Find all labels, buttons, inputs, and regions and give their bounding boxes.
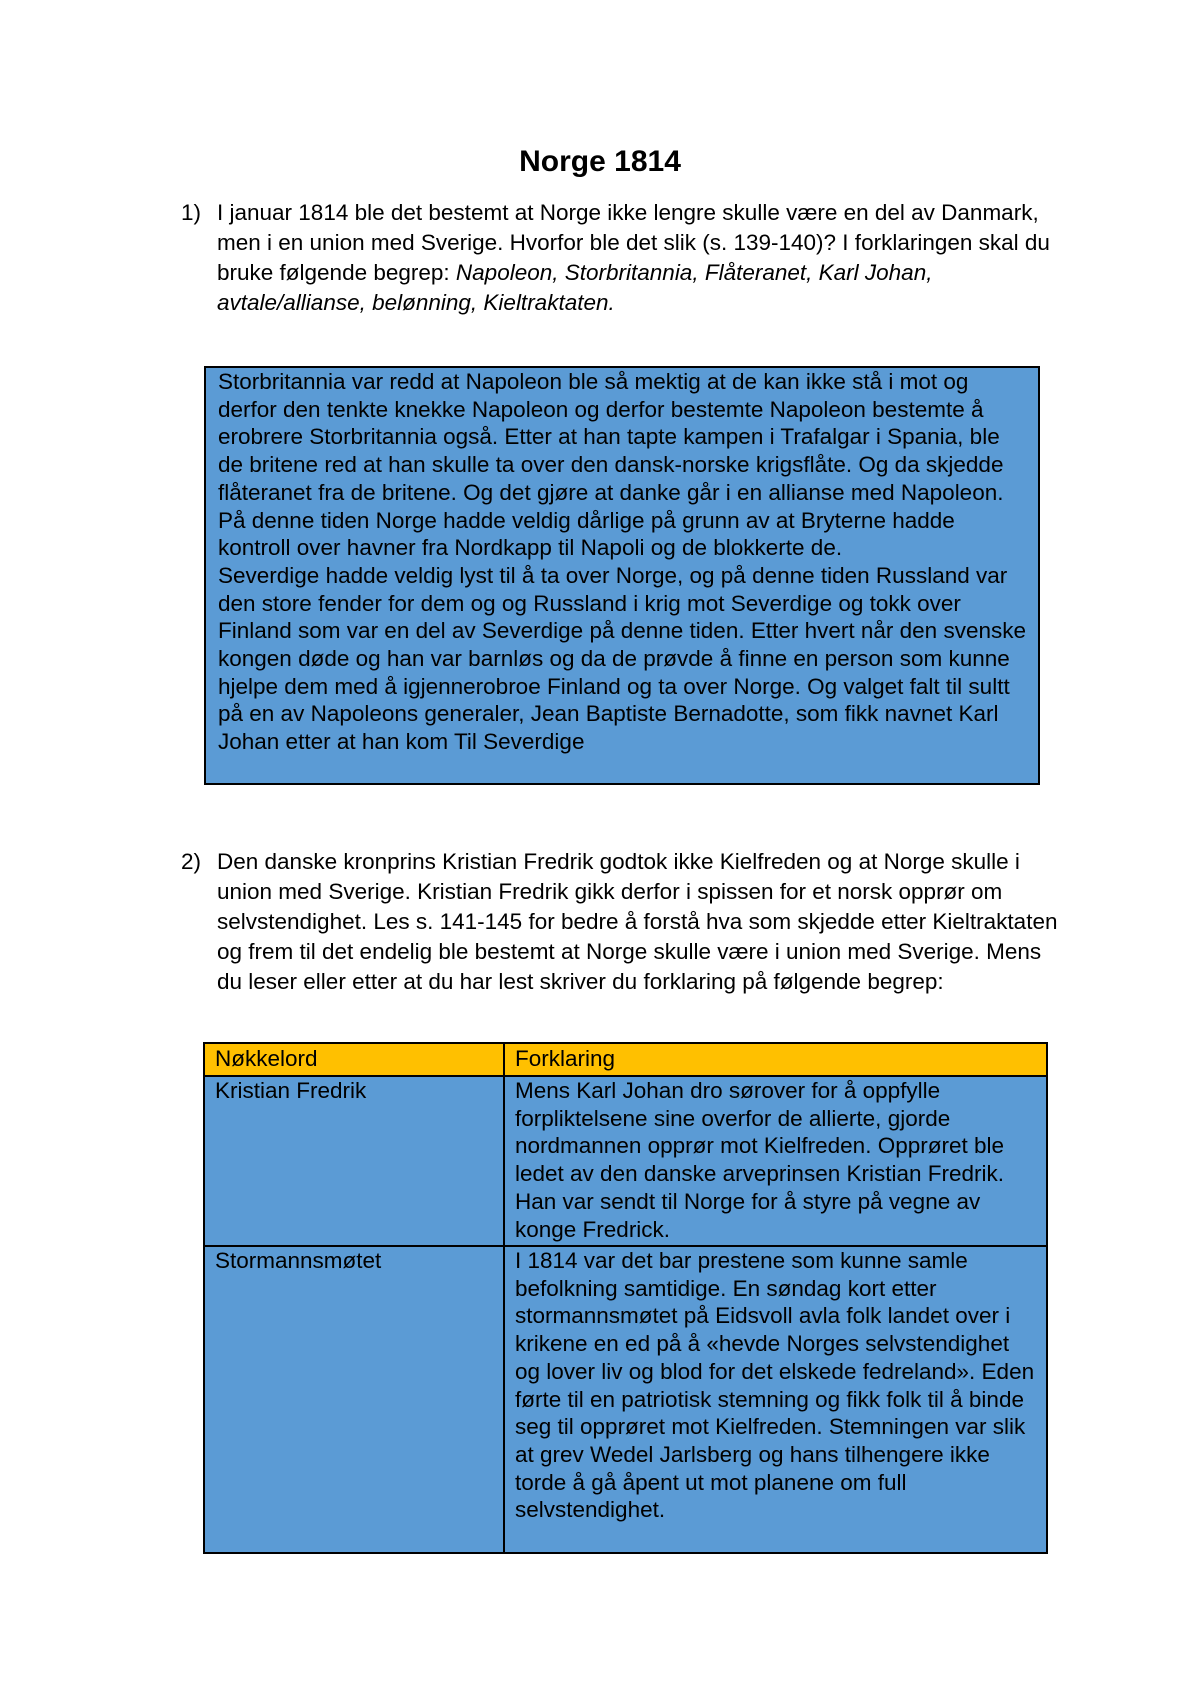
question-1-number: 1) xyxy=(181,200,202,225)
header-keyword: Nøkkelord xyxy=(204,1043,504,1076)
question-1-body xyxy=(217,198,1071,318)
keyword-table xyxy=(203,1042,1048,1554)
question-1-terms: Napoleon, Storbritannia, Flåteranet, Karl Johan, avtale/allianse, belønning, Kieltraktaten. xyxy=(217,260,933,315)
table-row xyxy=(204,1246,1047,1553)
table-row xyxy=(204,1076,1047,1246)
header-explanation: Forklaring xyxy=(504,1043,1047,1076)
answer-1-paragraph: Storbritannia var redd at Napoleon ble så mektig at de kan ikke stå i mot og derfor den tenkte knekke Napoleon og derfor bestemte Napoleon bestemte å erobrere Storbritannia også. Etter at han tapte kampen i Trafalgar i Spania, ble de britene red at han skulle ta over den dansk-norske krigsflåte. Og da skjedde flåteranet fra de britene. Og det gjøre at danke går i en allianse med Napoleon. xyxy=(218,369,1004,505)
question-1 xyxy=(181,198,1071,318)
explanation-cell: Mens Karl Johan dro sørover for å oppfylle forpliktelsene sine overfor de allierte, gjorde nordmannen opprør mot Kielfreden. Opprøret ble ledet av den danske arveprinsen Kristian Fredrik. Han var sendt til Norge for å styre på vegne av konge Fredrick. xyxy=(504,1076,1047,1246)
question-2 xyxy=(181,847,1071,997)
explanation-cell: I 1814 var det bar prestene som kunne samle befolkning samtidige. En søndag kort etter stormannsmøtet på Eidsvoll avla folk landet over i krikene en ed på å «hevde Norges selvstendighet og lover liv og blod for det elskede fedreland». Eden førte til en patriotisk stemning og fikk folk til å binde seg til opprøret mot Kielfreden. Stemningen var slik at grev Wedel Jarlsberg og hans tilhengere ikke torde å gå åpent ut mot planene om full selvstendighet. xyxy=(504,1246,1047,1553)
question-2-text: Den danske kronprins Kristian Fredrik godtok ikke Kielfreden og at Norge skulle i union med Sverige. Kristian Fredrik gikk derfor i spissen for et norsk opprør om selvstendighet. Les s. 141-145 for bedre å forstå hva som skjedde etter Kieltraktaten og frem til det endelig ble bestemt at Norge skulle være i union med Sverige. Mens du leser eller etter at du har lest skriver du forklaring på følgende begrep: xyxy=(217,849,1058,994)
answer-1-paragraph: Severdige hadde veldig lyst til å ta over Norge, og på denne tiden Russland var den store fender for dem og og Russland i krig mot Severdige og tokk over Finland som var en del av Severdige på denne tiden. Etter hvert når den svenske kongen døde og han var barnløs og da de prøvde å finne en person som kunne hjelpe dem med å igjennerobroe Finland og ta over Norge. Og valget falt til sultt på en av Napoleons generaler, Jean Baptiste Bernadotte, som fikk navnet Karl Johan etter at han kom Til Severdige xyxy=(218,562,1026,755)
answer-1-paragraph: På denne tiden Norge hadde veldig dårlige på grunn av at Bryterne hadde kontroll over havner fra Nordkapp til Napoli og de blokkerte de. xyxy=(218,507,955,561)
answer-1-box xyxy=(204,366,1040,785)
keyword-cell: Kristian Fredrik xyxy=(204,1076,504,1246)
question-1-text: I januar 1814 ble det bestemt at Norge ikke lengre skulle være en del av Danmark, men i en union med Sverige. Hvorfor ble det slik (s. 139-140)? I forklaringen skal du bruke følgende begrep: xyxy=(217,200,1050,285)
question-2-number: 2) xyxy=(181,849,202,874)
keyword-cell: Stormannsmøtet xyxy=(204,1246,504,1553)
table-header-row xyxy=(204,1043,1047,1076)
document-title: Norge 1814 xyxy=(519,145,681,178)
